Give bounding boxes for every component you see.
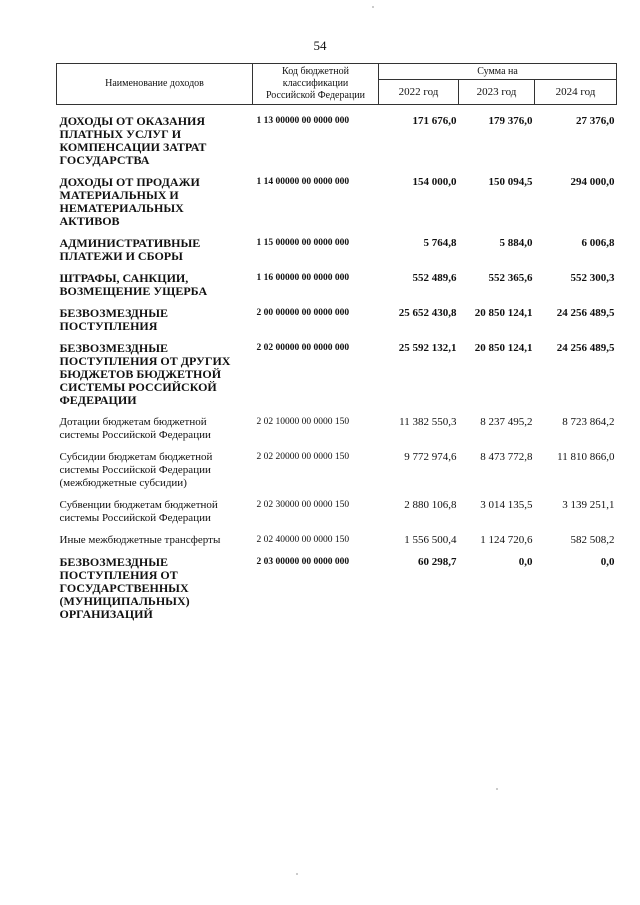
scan-speck [496, 788, 498, 790]
budget-table [56, 63, 617, 621]
table-row [57, 416, 617, 442]
amount-2024: 11 810 866,0 [557, 451, 615, 463]
amount-2024: 552 300,3 [570, 272, 615, 284]
header-year-2023: 2023 год [459, 80, 535, 105]
budget-code: 2 02 40000 00 0000 150 [256, 535, 350, 545]
amount-2022: 2 880 106,8 [404, 499, 457, 511]
spacer-row [57, 490, 617, 499]
income-name: ДОХОДЫ ОТ ОКАЗАНИЯ ПЛАТНЫХ УСЛУГ И КОМПЕНСАЦИИ ЗАТРАТ ГОСУДАРСТВА [59, 114, 207, 167]
amount-2022: 9 772 974,6 [404, 451, 457, 463]
amount-2023: 150 094,5 [488, 176, 533, 188]
budget-code: 2 02 00000 00 0000 000 [256, 343, 350, 353]
amount-2023: 0,0 [518, 556, 533, 568]
table-row [57, 237, 617, 263]
amount-2023: 8 473 772,8 [480, 451, 533, 463]
income-name: ШТРАФЫ, САНКЦИИ, ВОЗМЕЩЕНИЕ УЩЕРБА [59, 271, 208, 298]
table-header [57, 64, 617, 105]
budget-code: 1 16 00000 00 0000 000 [256, 273, 350, 283]
amount-2023: 20 850 124,1 [474, 307, 533, 319]
amount-2022: 1 556 500,4 [404, 534, 457, 546]
amount-2023: 20 850 124,1 [474, 342, 533, 354]
header-year-2024: 2024 год [535, 80, 617, 105]
amount-2023: 5 884,0 [499, 237, 533, 249]
amount-2022: 60 298,7 [418, 556, 457, 568]
header-year-2022: 2022 год [379, 80, 459, 105]
table-row [57, 272, 617, 298]
amount-2024: 27 376,0 [576, 115, 615, 127]
table-row [57, 451, 617, 490]
amount-2023: 8 237 495,2 [480, 416, 533, 428]
amount-2024: 6 006,8 [581, 237, 615, 249]
income-name: Субвенции бюджетам бюджетной системы Российской Федерации [59, 499, 218, 524]
spacer-row [57, 525, 617, 534]
amount-2024: 582 508,2 [570, 534, 615, 546]
amount-2024: 3 139 251,1 [562, 499, 615, 511]
scan-speck [372, 6, 374, 8]
amount-2022: 25 652 430,8 [398, 307, 457, 319]
amount-2024: 8 723 864,2 [562, 416, 615, 428]
amount-2022: 25 592 132,1 [398, 342, 457, 354]
header-income-name: Наименование доходов [57, 64, 253, 105]
income-name: ДОХОДЫ ОТ ПРОДАЖИ МАТЕРИАЛЬНЫХ И НЕМАТЕРИАЛЬНЫХ АКТИВОВ [59, 175, 200, 228]
income-name: Субсидии бюджетам бюджетной системы Российской Федерации (межбюджетные субсидии) [59, 451, 213, 489]
table-row [57, 534, 617, 547]
budget-code: 2 02 10000 00 0000 150 [256, 417, 350, 427]
amount-2023: 3 014 135,5 [480, 499, 533, 511]
amount-2024: 294 000,0 [570, 176, 615, 188]
header-sum-group: Сумма на [379, 64, 617, 80]
amount-2022: 11 382 550,3 [399, 416, 457, 428]
table-row [57, 307, 617, 333]
budget-code: 1 13 00000 00 0000 000 [256, 116, 350, 126]
income-name: БЕЗВОЗМЕЗДНЫЕ ПОСТУПЛЕНИЯ ОТ ГОСУДАРСТВЕННЫХ (МУНИЦИПАЛЬНЫХ) ОРГАНИЗАЦИЙ [59, 555, 190, 621]
amount-2023: 552 365,6 [488, 272, 533, 284]
amount-2022: 552 489,6 [412, 272, 457, 284]
scan-speck [296, 873, 298, 875]
budget-code: 1 14 00000 00 0000 000 [256, 177, 350, 187]
income-name: АДМИНИСТРАТИВНЫЕ ПЛАТЕЖИ И СБОРЫ [59, 236, 201, 263]
income-name: БЕЗВОЗМЕЗДНЫЕ ПОСТУПЛЕНИЯ [59, 306, 169, 333]
budget-code: 2 02 30000 00 0000 150 [256, 500, 350, 510]
table-body [57, 105, 617, 622]
spacer-row [57, 442, 617, 451]
table-row [57, 342, 617, 407]
amount-2023: 179 376,0 [488, 115, 533, 127]
amount-2023: 1 124 720,6 [480, 534, 533, 546]
amount-2024: 24 256 489,5 [556, 307, 615, 319]
header-budget-code: Код бюджетной классификации Российской Федерации [253, 64, 379, 105]
table-row [57, 115, 617, 167]
income-name: БЕЗВОЗМЕЗДНЫЕ ПОСТУПЛЕНИЯ ОТ ДРУГИХ БЮДЖЕТОВ БЮДЖЕТНОЙ СИСТЕМЫ РОССИЙСКОЙ ФЕДЕРАЦИИ [59, 341, 231, 407]
budget-code: 2 00 00000 00 0000 000 [256, 308, 350, 318]
page-number: 54 [313, 38, 327, 53]
income-name: Дотации бюджетам бюджетной системы Российской Федерации [59, 416, 211, 441]
amount-2022: 154 000,0 [412, 176, 457, 188]
amount-2024: 0,0 [600, 556, 615, 568]
income-name: Иные межбюджетные трансферты [59, 534, 221, 546]
amount-2022: 5 764,8 [423, 237, 457, 249]
amount-2022: 171 676,0 [412, 115, 457, 127]
amount-2024: 24 256 489,5 [556, 342, 615, 354]
table-row [57, 176, 617, 228]
table-row [57, 556, 617, 621]
spacer-row [57, 407, 617, 416]
budget-code: 2 03 00000 00 0000 000 [256, 557, 350, 567]
budget-code: 2 02 20000 00 0000 150 [256, 452, 350, 462]
budget-code: 1 15 00000 00 0000 000 [256, 238, 350, 248]
table-row [57, 499, 617, 525]
